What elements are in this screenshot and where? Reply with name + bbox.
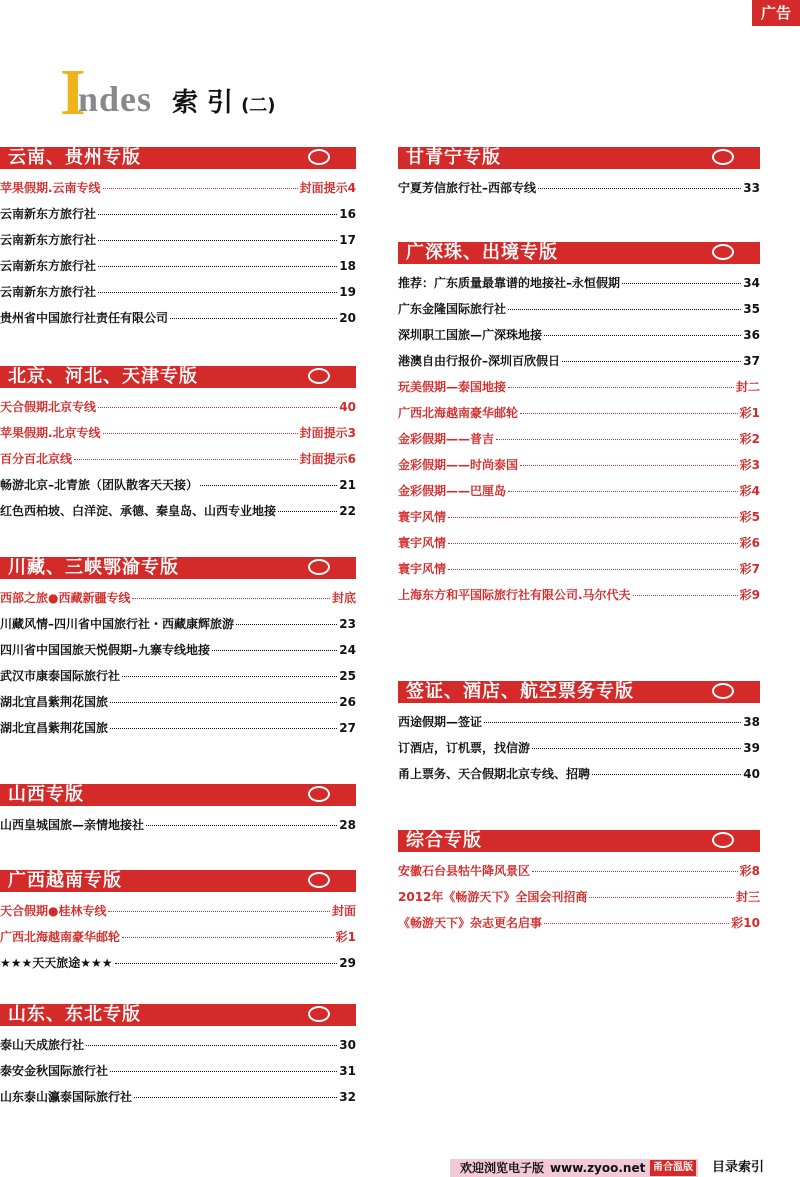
oval-icon — [712, 149, 734, 165]
index-entry[interactable] — [0, 283, 356, 309]
footer-badge: 甬合温版 — [650, 1160, 696, 1176]
entry-page: 27 — [339, 721, 356, 735]
entry-title: 湖北宜昌紫荆花国旅 — [0, 695, 109, 709]
entry-page: 23 — [339, 617, 356, 631]
index-entry[interactable] — [398, 713, 760, 739]
index-entry[interactable] — [398, 430, 760, 456]
entry-title: 贵州省中国旅行社责任有限公司 — [0, 311, 169, 325]
section-title: 广西越南专版 — [8, 870, 122, 891]
entry-page: 彩3 — [739, 458, 760, 472]
oval-icon — [308, 559, 330, 575]
dot-leader — [544, 923, 729, 924]
section-header — [398, 681, 760, 703]
entry-title: 四川省中国国旅天悦假期–九寨专线地接 — [0, 643, 211, 657]
index-entry[interactable] — [0, 902, 356, 928]
index-entry[interactable] — [0, 1036, 356, 1062]
section-header — [0, 557, 356, 579]
entry-title: 山西皇城国旅—亲情地接社 — [0, 818, 145, 832]
index-entry[interactable] — [0, 667, 356, 693]
section-title: 山东、东北专版 — [8, 1004, 141, 1025]
entry-page: 34 — [743, 276, 760, 290]
oval-icon — [308, 1006, 330, 1022]
dot-leader — [200, 485, 337, 486]
index-entry[interactable] — [398, 378, 760, 404]
dot-leader — [592, 774, 741, 775]
section-header — [0, 784, 356, 806]
dot-leader — [496, 439, 738, 440]
entry-title: 湖北宜昌紫荆花国旅 — [0, 721, 109, 735]
entry-title: 安徽石台县牯牛降风景区 — [398, 864, 531, 878]
dot-leader — [103, 433, 298, 434]
title-chinese — [172, 82, 276, 119]
entry-title: 寰宇风情 — [398, 510, 447, 524]
entry-page: 封面提示6 — [299, 452, 356, 466]
entry-title: 云南新东方旅行社 — [0, 207, 97, 221]
index-entry[interactable] — [398, 508, 760, 534]
section-header — [0, 366, 356, 388]
entry-title: 广东金隆国际旅行社 — [398, 302, 507, 316]
dot-leader — [98, 407, 337, 408]
index-entry[interactable] — [0, 615, 356, 641]
title-initial: I — [60, 56, 86, 129]
entry-title: 川藏风情–四川省中国旅行社・西藏康辉旅游 — [0, 617, 235, 631]
oval-icon — [712, 244, 734, 260]
index-list — [0, 902, 356, 980]
entry-title: 订酒店，订机票，找信游 — [398, 741, 531, 755]
index-entry[interactable] — [398, 352, 760, 378]
section-title: 综合专版 — [406, 830, 482, 851]
dot-leader — [448, 569, 738, 570]
index-entry[interactable] — [0, 179, 356, 205]
section-title: 签证、酒店、航空票务专版 — [406, 681, 634, 702]
index-entry[interactable] — [0, 928, 356, 954]
entry-title: 上海东方和平国际旅行社有限公司.马尔代夫 — [398, 588, 631, 602]
index-entry[interactable] — [0, 719, 356, 745]
entry-title: 金彩假期——普吉 — [398, 432, 495, 446]
entry-page: 25 — [339, 669, 356, 683]
dot-leader — [212, 650, 337, 651]
entry-page: 彩8 — [739, 864, 760, 878]
entry-title: 港澳自由行报价–深圳百欣假日 — [398, 354, 561, 368]
entry-page: 彩1 — [335, 930, 356, 944]
index-entry[interactable] — [0, 398, 356, 424]
entry-page: 32 — [339, 1090, 356, 1104]
dot-leader — [132, 598, 330, 599]
oval-icon — [308, 149, 330, 165]
index-section — [398, 147, 760, 205]
index-entry[interactable] — [0, 1088, 356, 1114]
dot-leader — [110, 1071, 337, 1072]
index-list — [0, 1036, 356, 1114]
section-header — [398, 242, 760, 264]
index-entry[interactable] — [398, 586, 760, 612]
entry-title: 西途假期—签证 — [398, 715, 483, 729]
index-entry[interactable] — [398, 914, 760, 940]
index-entry[interactable] — [0, 641, 356, 667]
entry-page: 33 — [743, 181, 760, 195]
entry-page: 封面提示4 — [299, 181, 356, 195]
entry-title: 广西北海越南豪华邮轮 — [398, 406, 519, 420]
entry-page: 35 — [743, 302, 760, 316]
oval-icon — [308, 786, 330, 802]
section-header — [0, 147, 356, 169]
entry-page: 40 — [339, 400, 356, 414]
dot-leader — [622, 283, 741, 284]
index-entry[interactable] — [0, 231, 356, 257]
index-entry[interactable] — [0, 476, 356, 502]
footer — [450, 1157, 800, 1177]
dot-leader — [134, 1097, 337, 1098]
index-section — [0, 784, 356, 842]
index-entry[interactable] — [398, 179, 760, 205]
entry-page: 26 — [339, 695, 356, 709]
dot-leader — [146, 825, 337, 826]
entry-page: 19 — [339, 285, 356, 299]
entry-page: 彩2 — [739, 432, 760, 446]
entry-title: 天合假期●桂林专线 — [0, 904, 107, 918]
entry-page: 彩5 — [739, 510, 760, 524]
entry-title: 百分百北京线 — [0, 452, 73, 466]
entry-title: 甬上票务、天合假期北京专线、招聘 — [398, 767, 591, 781]
index-entry[interactable] — [0, 693, 356, 719]
dot-leader — [170, 318, 337, 319]
dot-leader — [589, 897, 734, 898]
section-header — [398, 147, 760, 169]
ad-label: 广告 — [752, 0, 800, 26]
entry-page: 彩1 — [739, 406, 760, 420]
index-section — [0, 147, 356, 335]
entry-title: 玩美假期—泰国地接 — [398, 380, 507, 394]
entry-title: 云南新东方旅行社 — [0, 259, 97, 273]
index-entry[interactable] — [398, 326, 760, 352]
dot-leader — [122, 676, 337, 677]
index-entry[interactable] — [398, 300, 760, 326]
entry-title: 云南新东方旅行社 — [0, 285, 97, 299]
entry-title: ★★★天天旅途★★★ — [0, 956, 113, 970]
index-entry[interactable] — [0, 589, 356, 615]
entry-page: 29 — [339, 956, 356, 970]
dot-leader — [508, 309, 741, 310]
index-entry[interactable] — [0, 502, 356, 528]
dot-leader — [532, 748, 741, 749]
section-title: 川藏、三峡鄂渝专版 — [8, 557, 179, 578]
index-entry[interactable] — [398, 534, 760, 560]
dot-leader — [74, 459, 298, 460]
entry-title: 寰宇风情 — [398, 536, 447, 550]
dot-leader — [448, 543, 738, 544]
index-entry[interactable] — [398, 456, 760, 482]
index-list — [398, 274, 760, 612]
dot-leader — [520, 465, 738, 466]
entry-title: 推荐：广东质量最靠谱的地接社–永恒假期 — [398, 276, 621, 290]
entry-page: 封三 — [735, 890, 760, 904]
footer-url[interactable]: www.zyoo.net — [550, 1161, 646, 1175]
dot-leader — [538, 188, 741, 189]
index-list — [0, 589, 356, 745]
entry-page: 封面 — [331, 904, 356, 918]
title-cn-main: 索 引 — [172, 88, 234, 118]
dot-leader — [236, 624, 337, 625]
entry-title: 山东泰山瀛泰国际旅行社 — [0, 1090, 133, 1104]
index-entry[interactable] — [398, 560, 760, 586]
entry-page: 封面提示3 — [299, 426, 356, 440]
dot-leader — [508, 387, 734, 388]
dot-leader — [98, 214, 337, 215]
index-entry[interactable] — [0, 1062, 356, 1088]
entry-page: 彩4 — [739, 484, 760, 498]
dot-leader — [508, 491, 738, 492]
section-header — [398, 830, 760, 852]
index-entry[interactable] — [398, 765, 760, 791]
entry-page: 36 — [743, 328, 760, 342]
index-section — [398, 830, 760, 940]
index-entry[interactable] — [0, 954, 356, 980]
dot-leader — [520, 413, 738, 414]
index-entry[interactable] — [398, 739, 760, 765]
index-entry[interactable] — [398, 888, 760, 914]
dot-leader — [98, 292, 337, 293]
section-title: 山西专版 — [8, 784, 84, 805]
entry-page: 彩9 — [739, 588, 760, 602]
index-section — [0, 557, 356, 745]
title-latin: ndes — [78, 79, 153, 119]
entry-page: 封二 — [735, 380, 760, 394]
dot-leader — [103, 188, 298, 189]
entry-title: 武汉市康泰国际旅行社 — [0, 669, 121, 683]
entry-page: 21 — [339, 478, 356, 492]
section-title: 甘青宁专版 — [406, 147, 501, 168]
index-section — [398, 681, 760, 791]
index-entry[interactable] — [0, 450, 356, 476]
dot-leader — [110, 702, 337, 703]
oval-icon — [308, 872, 330, 888]
index-entry[interactable] — [398, 404, 760, 430]
index-list — [0, 816, 356, 842]
index-list — [0, 179, 356, 335]
section-title: 广深珠、出境专版 — [406, 242, 558, 263]
index-entry[interactable] — [398, 274, 760, 300]
entry-page: 彩6 — [739, 536, 760, 550]
title-cn-sub: (二) — [241, 95, 276, 116]
oval-icon — [308, 368, 330, 384]
entry-page: 17 — [339, 233, 356, 247]
entry-title: 西部之旅●西藏新疆专线 — [0, 591, 131, 605]
entry-page: 22 — [339, 504, 356, 518]
dot-leader — [110, 728, 337, 729]
index-entry[interactable] — [0, 309, 356, 335]
section-header — [0, 1004, 356, 1026]
entry-page: 16 — [339, 207, 356, 221]
entry-page: 38 — [743, 715, 760, 729]
entry-title: 苹果假期.云南专线 — [0, 181, 101, 195]
index-section — [398, 242, 760, 612]
dot-leader — [98, 240, 337, 241]
entry-title: 广西北海越南豪华邮轮 — [0, 930, 121, 944]
entry-title: 泰安金秋国际旅行社 — [0, 1064, 109, 1078]
entry-title: 2012年《畅游天下》全国会刊招商 — [398, 890, 588, 904]
entry-title: 《畅游天下》杂志更名启事 — [398, 916, 543, 930]
entry-page: 31 — [339, 1064, 356, 1078]
entry-page: 24 — [339, 643, 356, 657]
oval-icon — [712, 832, 734, 848]
entry-title: 金彩假期——时尚泰国 — [398, 458, 519, 472]
entry-title: 云南新东方旅行社 — [0, 233, 97, 247]
dot-leader — [278, 511, 337, 512]
entry-page: 37 — [743, 354, 760, 368]
section-title: 云南、贵州专版 — [8, 147, 141, 168]
entry-page: 28 — [339, 818, 356, 832]
dot-leader — [122, 937, 334, 938]
index-section — [0, 366, 356, 528]
dot-leader — [108, 911, 330, 912]
entry-title: 金彩假期——巴厘岛 — [398, 484, 507, 498]
dot-leader — [86, 1045, 337, 1046]
dot-leader — [562, 361, 741, 362]
dot-leader — [448, 517, 738, 518]
index-entry[interactable] — [0, 424, 356, 450]
index-list — [0, 398, 356, 528]
footer-text — [460, 1159, 645, 1177]
footer-section-label: 目录索引 — [712, 1160, 765, 1175]
entry-title: 红色西柏坡、白洋淀、承德、秦皇岛、山西专业地接 — [0, 504, 277, 518]
entry-title: 泰山天成旅行社 — [0, 1038, 85, 1052]
oval-icon — [712, 683, 734, 699]
index-entry[interactable] — [0, 205, 356, 231]
index-section — [0, 1004, 356, 1114]
entry-page: 20 — [339, 311, 356, 325]
index-entry[interactable] — [0, 257, 356, 283]
index-entry[interactable] — [398, 482, 760, 508]
entry-title: 畅游北京–北青旅（团队散客天天接） — [0, 478, 199, 492]
index-entry[interactable] — [398, 862, 760, 888]
entry-page: 39 — [743, 741, 760, 755]
entry-title: 深圳职工国旅—广深珠地接 — [398, 328, 543, 342]
entry-page: 封底 — [331, 591, 356, 605]
dot-leader — [115, 963, 338, 964]
dot-leader — [98, 266, 337, 267]
entry-page: 彩7 — [739, 562, 760, 576]
index-list — [398, 179, 760, 205]
index-entry[interactable] — [0, 816, 356, 842]
footer-welcome: 欢迎浏览电子版 — [460, 1161, 545, 1175]
dot-leader — [532, 871, 738, 872]
entry-page: 40 — [743, 767, 760, 781]
dot-leader — [544, 335, 741, 336]
dot-leader — [633, 595, 738, 596]
entry-title: 苹果假期.北京专线 — [0, 426, 101, 440]
entry-page: 18 — [339, 259, 356, 273]
entry-title: 寰宇风情 — [398, 562, 447, 576]
entry-page: 30 — [339, 1038, 356, 1052]
entry-title: 宁夏芳信旅行社–西部专线 — [398, 181, 537, 195]
index-list — [398, 862, 760, 940]
section-header — [0, 870, 356, 892]
dot-leader — [484, 722, 741, 723]
entry-page: 彩10 — [731, 916, 760, 930]
index-section — [0, 870, 356, 980]
entry-title: 天合假期北京专线 — [0, 400, 97, 414]
section-title: 北京、河北、天津专版 — [8, 366, 198, 387]
index-list — [398, 713, 760, 791]
